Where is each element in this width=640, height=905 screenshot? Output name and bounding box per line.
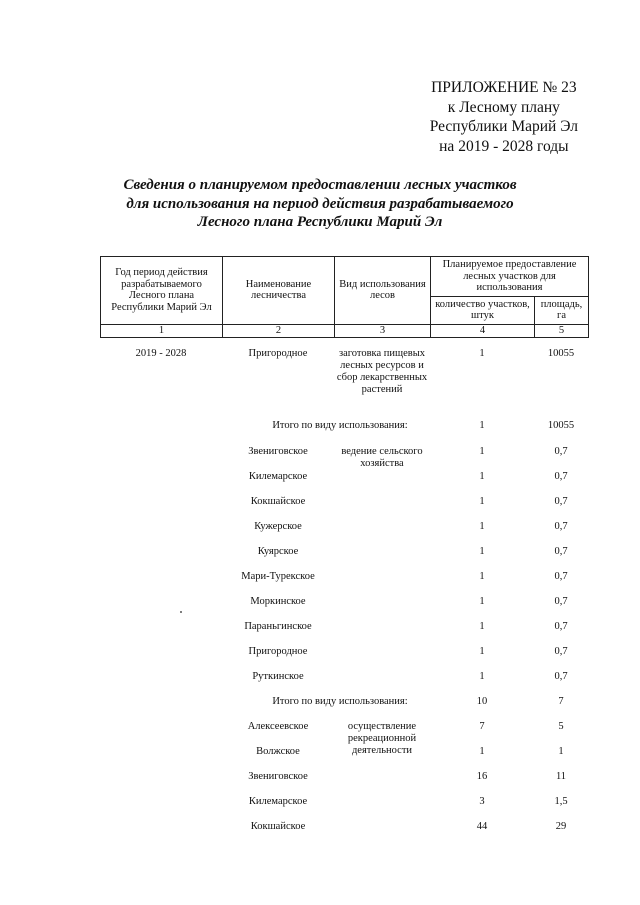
appendix-number: ПРИЛОЖЕНИЕ № 23 — [431, 79, 577, 96]
scan-speck — [180, 611, 182, 613]
count-cell: 1 — [479, 348, 485, 359]
forestry-cell: Мари-Турекское — [241, 571, 315, 582]
forestry-cell: Куярское — [257, 546, 299, 557]
forestry-cell: Звениговское — [248, 446, 308, 457]
header-planned-group: Планируемое предоставление лесных участков для использования — [431, 257, 589, 297]
subtotal-label: Итого по виду использования: — [272, 420, 408, 431]
period-cell: 2019 - 2028 — [135, 348, 187, 359]
count-cell: 10 — [476, 696, 488, 707]
subtotal-row — [100, 696, 588, 712]
appendix-period: на 2019 - 2028 годы — [439, 137, 569, 155]
table-row — [100, 821, 588, 837]
header-forestry: Наименование лесничества — [223, 257, 335, 325]
area-cell: 0,7 — [554, 546, 568, 557]
subtotal-label: Итого по виду использования: — [272, 696, 408, 707]
table-row — [100, 571, 588, 587]
column-number: 3 — [335, 324, 431, 337]
area-cell: 0,7 — [554, 596, 568, 607]
count-cell: 1 — [479, 671, 485, 682]
column-number: 1 — [101, 324, 223, 337]
forestry-cell: Кокшайское — [250, 821, 306, 832]
header-period: Год период действия разрабатываемого Лесного плана Республики Марий Эл — [101, 257, 223, 325]
area-cell: 5 — [558, 721, 564, 732]
header-use-type: Вид использования лесов — [335, 257, 431, 325]
table-row — [100, 521, 588, 537]
use-type-cell: заготовка пищевых лесных ресурсов и сбор лекарственных растений — [336, 348, 428, 395]
area-cell: 0,7 — [554, 571, 568, 582]
area-cell: 29 — [555, 821, 567, 832]
use-type-cell: осуществление рекреационной деятельности — [347, 721, 417, 756]
appendix-header — [430, 78, 578, 156]
forestry-cell: Звениговское — [248, 771, 308, 782]
table-row — [100, 746, 588, 762]
area-cell: 0,7 — [554, 496, 568, 507]
table-row — [100, 446, 588, 469]
table-row — [100, 796, 588, 812]
use-type-cell: ведение сельского хозяйства — [341, 446, 423, 469]
area-cell: 1,5 — [554, 796, 568, 807]
table-row — [100, 471, 588, 487]
column-number: 2 — [223, 324, 335, 337]
forestry-cell: Волжское — [256, 746, 300, 757]
count-cell: 1 — [479, 746, 485, 757]
forestry-cell: Пригородное — [248, 348, 308, 359]
forestry-cell: Руткинское — [252, 671, 304, 682]
table-row — [100, 546, 588, 562]
title-line-2: для использования на период действия разрабатываемого — [126, 195, 514, 212]
area-cell: 7 — [558, 696, 564, 707]
title-line-3: Лесного плана Республики Марий Эл — [197, 214, 443, 230]
area-cell: 10055 — [547, 348, 575, 359]
count-cell: 1 — [479, 471, 485, 482]
area-cell: 0,7 — [554, 446, 568, 457]
forestry-cell: Кужерское — [254, 521, 302, 532]
forestry-cell: Кокшайское — [250, 496, 306, 507]
table-row — [100, 348, 588, 395]
area-cell: 0,7 — [554, 521, 568, 532]
area-cell: 0,7 — [554, 621, 568, 632]
appendix-ref: к Лесному плану — [447, 98, 560, 116]
forestry-cell: Алексеевское — [247, 721, 309, 732]
table-row — [100, 596, 588, 612]
forestry-cell: Килемарское — [248, 796, 308, 807]
area-cell: 0,7 — [554, 646, 568, 657]
count-cell: 1 — [479, 521, 485, 532]
document-title — [60, 176, 580, 232]
title-line-1: Сведения о планируемом предоставлении лесных участков — [123, 177, 517, 193]
column-number: 5 — [535, 324, 589, 337]
forestry-cell: Параньгинское — [244, 621, 312, 632]
area-cell: 10055 — [547, 420, 575, 431]
count-cell: 1 — [479, 446, 485, 457]
table-header — [100, 256, 589, 338]
table-row — [100, 496, 588, 512]
table-row — [100, 646, 588, 662]
area-cell: 11 — [555, 771, 567, 782]
count-cell: 1 — [479, 646, 485, 657]
table-row — [100, 671, 588, 687]
count-cell: 1 — [479, 420, 485, 431]
count-cell: 1 — [479, 596, 485, 607]
column-numbers-row — [101, 324, 589, 337]
header-count: количество участков, штук — [431, 296, 535, 324]
count-cell: 16 — [476, 771, 488, 782]
subtotal-row — [100, 420, 588, 436]
forestry-cell: Пригородное — [248, 646, 308, 657]
forestry-cell: Моркинское — [250, 596, 306, 607]
appendix-region: Республики Марий Эл — [429, 118, 578, 135]
count-cell: 1 — [479, 621, 485, 632]
forestry-cell: Килемарское — [248, 471, 308, 482]
table-row — [100, 771, 588, 787]
area-cell: 0,7 — [554, 471, 568, 482]
count-cell: 44 — [476, 821, 488, 832]
area-cell: 0,7 — [554, 671, 568, 682]
count-cell: 1 — [479, 546, 485, 557]
column-number: 4 — [431, 324, 535, 337]
count-cell: 7 — [479, 721, 485, 732]
area-cell: 1 — [558, 746, 564, 757]
count-cell: 1 — [479, 496, 485, 507]
header-area: площадь, га — [535, 296, 589, 324]
table-row — [100, 621, 588, 637]
count-cell: 1 — [479, 571, 485, 582]
count-cell: 3 — [479, 796, 485, 807]
